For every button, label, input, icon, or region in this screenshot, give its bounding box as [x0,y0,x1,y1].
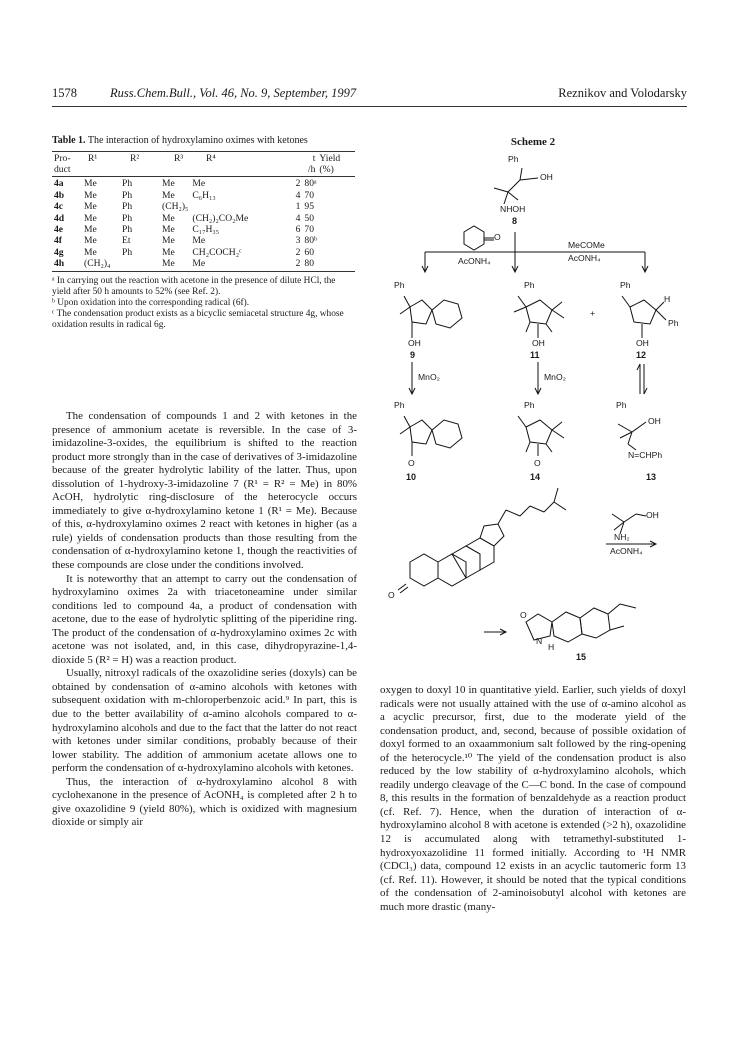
label-oh: OH [636,338,649,348]
paragraph: It is noteworthy that an attempt to carry out the condensation of hydroxylamino oximes 2a with triacetoneamine under similar conditions led to compound 4a, a product of condensation with acetone, due to the ease of hydrolytic splitting of the piperidine ring. The product of the condensation of α-hydroxylamino oximes 2c with acetone was not isolated, and, in this case, dihydropyrazine-1,4-dioxide 5 (R² = H) was a reaction product. [52,572,357,666]
table-cell: (CH₂)₅ [162,201,189,213]
table-cell: C₆H₁₃ [192,189,216,201]
table-cell: Me [84,246,97,258]
table-cell: 4h [54,258,65,270]
table-cell: Ph [122,201,133,213]
label-ph: Ph [394,400,405,410]
cyclohexanone-ring [464,226,484,250]
reagent-label: MeCOMe [568,240,605,250]
label-n-chph: N=CHPh [628,450,663,460]
table-cell: 2 [295,258,301,270]
col-header-r4: R⁴ [206,153,216,165]
table-cell [190,201,282,212]
col-header-r2: R² [130,153,140,165]
structure-10 [400,416,462,456]
reagent-label: AcONH₄ [568,253,601,263]
label-h: H [548,642,555,652]
table-cell: 80ᵇ [304,235,317,247]
footnote-b: ᵇ Upon oxidation into the corresponding radical (6f). [52,298,250,309]
structure-14 [518,416,564,456]
table-cell: Me [162,224,175,236]
table-row [52,213,355,224]
structure-11 [514,296,564,338]
col-header-r1: R¹ [88,153,98,165]
label-oh: OH [648,416,661,426]
table-cell: Me [162,178,175,190]
table-cell: 4c [54,201,64,213]
label-o: O [494,232,501,242]
table-cell: 60 [304,246,314,258]
compound-number: 10 [406,472,417,482]
label-oh: OH [540,172,553,182]
table-cell: Ph [122,246,133,258]
table-row [52,247,355,258]
table-cell: Me [84,178,97,190]
table-cell: 80ᵃ [304,178,317,190]
compound-number: 9 [410,350,416,360]
table-cell: 95 [304,201,314,213]
structure-12 [622,296,666,338]
scheme-title: Scheme 2 [510,136,556,148]
table-cell: CH₂COCH₂ᶜ [192,246,242,258]
table-cell: 70 [304,189,314,201]
col-header-product: Pro- duct [54,153,71,176]
label-o: O [534,458,541,468]
table-cell: 4 [295,212,301,224]
label-plus: + [590,308,596,318]
table-cell [120,258,160,269]
scheme-2 [380,132,686,672]
table-row [52,178,355,189]
table-label: Table 1. [52,135,86,146]
paragraph: The condensation of compounds 1 and 2 with ketones in the presence of ammonium acetate is reversible. In the case of 3-imidazoline-3-oxides, the equilibrium is shifted to the reaction product more strongly than in the case of derivatives of 3-imidazoline because of the greater hydrolytic lability of the latter. Thus, upon dissolution of 1-hydroxy-3-imidazoline 7 (R¹ = R² = Me) in 80% AcOH, hydrolytic ring-disclosure of the heterocycle occurs immediately to give α-hydroxylamino ketone 1 (R¹ = Me). Because of this, α-hydroxylamino oximes 2 react with ketones in higher (as a rule) yields of condensation products than those resulting from the condensation of α-hydroxylamino ketone 1, though the reactivities of these compounds are close under the conditions involved. [52,410,357,572]
table-cell: 6 [295,224,301,236]
table-cell: Me [162,212,175,224]
label-ph: Ph [620,280,631,290]
table-cell: Me [162,246,175,258]
table-cell: Ph [122,224,133,236]
table-cell: Me [84,212,97,224]
table-cell: 4b [54,189,65,201]
data-table [52,153,355,175]
structure-9 [400,296,462,338]
table-row [52,224,355,235]
reagent-label: AcONH₄ [610,546,643,556]
page-number: 1578 [52,86,77,100]
header-rule [52,106,687,107]
table-cell: 4d [54,212,65,224]
table-cell: (CH₂)₄ [84,258,111,270]
table-cell: Me [84,189,97,201]
label-ph: Ph [668,318,679,328]
right-column-text [380,684,686,914]
table-cell: Me [162,235,175,247]
table-row [52,235,355,246]
table-cell: Me [192,235,206,247]
table-cell: 80 [304,258,314,270]
structure-15 [526,604,636,642]
table-cell: 2 [295,178,301,190]
label-ph: Ph [394,280,405,290]
col-header-time: t /h [307,153,316,176]
table-cell: 3 [295,235,301,247]
compound-number: 11 [530,350,540,360]
compound-number: 8 [512,216,518,226]
table-cell: 4f [54,235,62,247]
label-h: H [664,294,671,304]
journal-citation: Russ.Chem.Bull., Vol. 46, No. 9, September, 1997 [110,86,357,100]
table-cell: 1 [295,201,301,213]
label-o: O [408,458,415,468]
label-nhoh: NHOH [500,204,526,214]
table-row [52,201,355,212]
table-cell: Me [162,258,175,270]
table-cell: Ph [122,189,133,201]
table-1 [52,135,355,332]
paragraph: Thus, the interaction of α-hydroxylamino alcohol 8 with cyclohexanone in the presence of AcONH₄ is completed after 2 h to give oxazolidine 9 (yield 80%), which is oxidized with magnesium dioxide or simply air [52,775,357,829]
compound-number: 13 [646,472,657,482]
table-cell: 70 [304,224,314,236]
table-cell: 4e [54,224,64,236]
table-cell: 4g [54,246,64,258]
label-ph: Ph [508,154,519,164]
running-authors: Reznikov and Volodarsky [558,86,687,100]
table-row [52,190,355,201]
table-cell: Ph [122,212,133,224]
table-cell: Me [162,189,175,201]
label-nh2: NH₂ [614,532,630,542]
reagent-label: AcONH₄ [458,256,491,266]
table-cell: 50 [304,212,314,224]
table-cell: Me [84,201,97,213]
reagent-label: MnO₂ [544,372,566,382]
footnote-a: ᵃ In carrying out the reaction with acetone in the presence of dilute HCl, the yield after 50 h amounts to 52% (see Ref. 2). [52,275,336,297]
col-header-yield: Yield (%) [319,153,341,176]
label-oh: OH [408,338,421,348]
data-table-body [52,178,355,269]
table-cell: 4 [295,189,301,201]
reagent-label: MnO₂ [418,372,440,382]
table-cell: Et [122,235,131,247]
compound-number: 14 [530,472,541,482]
structure-13 [618,422,646,450]
table-caption-text: The interaction of hydroxylamino oximes with ketones [87,135,308,146]
label-o: O [388,590,395,600]
footnote-c: ᶜ The condensation product exists as a bicyclic semiacetal structure 4g, whose oxidation results in radical 6g. [52,309,344,331]
label-ph: Ph [524,400,535,410]
left-column-text [52,410,357,830]
table-cell: Me [84,224,97,236]
col-header-r3: R³ [174,153,184,165]
steroid-ketone-structure [398,488,566,593]
table-cell: 2 [295,246,301,258]
table-row [52,258,355,269]
table-footnotes [52,276,355,332]
table-cell: Me [192,178,206,190]
structure-8 [494,168,538,204]
table-caption [52,135,355,146]
label-n: N [536,636,543,646]
paragraph: Usually, nitroxyl radicals of the oxazolidine series (doxyls) can be obtained by condensation of α-amino alcohols with ketones with subsequent oxidation with m-chloroperbenzoic acid.⁹ In part, this is due to the better availability of α-amino alcohols compared to α-hydroxylamino alcohols and due to the fact that the latter do not react with ketones under similar conditions, probably because of their lower stability. The addition of ammonium acetate allows one to perform the condensation of α-hydroxylamino alcohols with ketones. [52,667,357,775]
compound-number: 15 [576,652,587,662]
table-cell: 4a [54,178,64,190]
table-cell: Me [84,235,97,247]
label-oh: OH [646,510,659,520]
paragraph: oxygen to doxyl 10 in quantitative yield. Earlier, such yields of doxyl radicals were not usually attained with the use of α-amino alcohol as a acyclic precursor, first, due to the moderate yield of the condensation product, and, second, because of possible oxidation of doxyl formed to an oxaammonium salt followed by the ring-opening of the heterocycle.¹⁰ The yield of the condensation product is also reduced by the low stability of α-hydroxylamino alcohols, which readily undergo cleavage of the C—C bond. In the case of compound 8, this results in the formation of benzaldehyde as a reaction product (cf. Ref. 7). Hence, when the duration of interaction of α-hydroxylamino alcohol 8 with acetone is extended (>2 h), oxazolidine 12 is accumulated along with tetramethyl-substituted 1-hydroxyoxazolidine 11 formed initially. According to ¹H NMR (CDCl₃) data, compound 12 exists in an acyclic tautomeric form 13 (cf. Ref. 11). However, it should be noted that the typical conditions of the condensation of 2-aminoisobutyl alcohol with ketones are much more drastic (many- [380,684,686,913]
table-cell: Ph [122,178,133,190]
label-o: O [520,610,527,620]
compound-number: 12 [636,350,647,360]
table-cell: C₁₇H₃₅ [192,224,220,236]
label-ph: Ph [616,400,627,410]
table-header-row [52,153,355,175]
label-ph: Ph [524,280,535,290]
table-cell: (CH₂)₂CO₂Me [192,212,249,224]
table-cell: Me [192,258,206,270]
label-oh: OH [532,338,545,348]
